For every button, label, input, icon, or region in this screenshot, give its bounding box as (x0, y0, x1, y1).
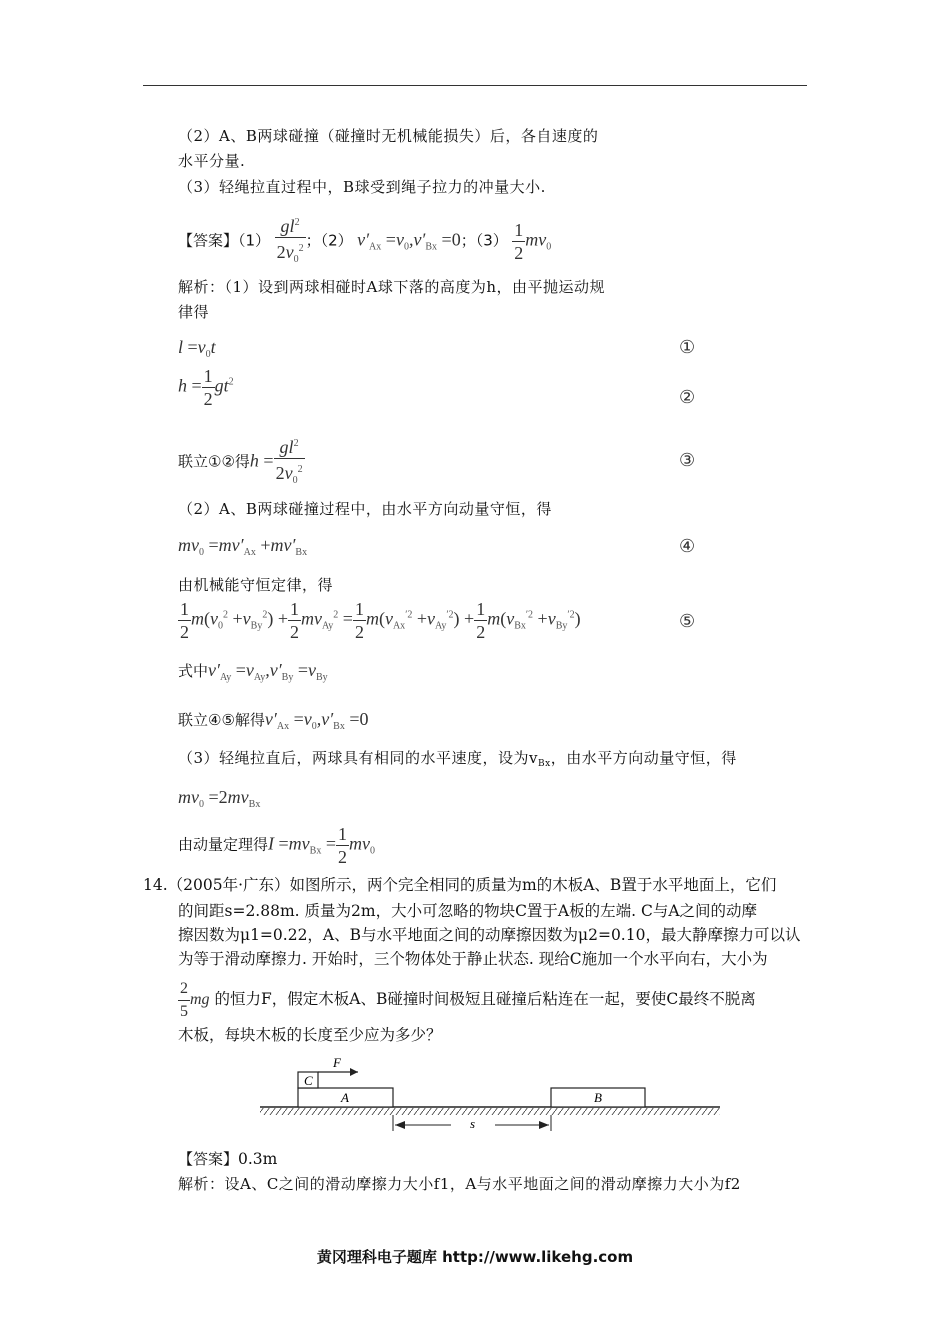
ground-hatch (260, 1108, 720, 1115)
label-c: C (304, 1073, 313, 1088)
eq-1: $l =v_0t$ (178, 337, 216, 360)
q14-answer: 【答案】0.3m (178, 1150, 278, 1168)
eq-where: 式中$v'_{Ay} =v_{Ay},v'_{By} =v_{By}$ (178, 660, 328, 683)
answer-1-formula: $\frac{gl^2}{2v_0^2}$ (275, 212, 306, 271)
marker-5: ⑤ (679, 611, 696, 632)
footer: 黄冈理科电子题库 http://www.likehg.com (316, 1248, 634, 1266)
solution-energy: 由机械能守恒定律，得 (178, 576, 334, 594)
q14-line5: $\frac{2}{5}$ mg 的恒力F，假定木板A、B碰撞时间极短且碰撞后粘连在一起，要使C最终不脱离 (180, 980, 756, 1020)
label-b: B (594, 1090, 602, 1105)
eq-5: $\frac{1}{2}$ $m(v_0^2 +v_{By}^2)$ + $\frac{1}{2}$ $mv_{Ay}^2$ = $\frac{1}{2}$ $m(v_{Ax}^{'2} +v_{Ay}^{'2})$ + $\frac{1}{2}$ $m(v_{Bx}^{'2} +v_{By}^{'2})$ (180, 599, 581, 642)
q14-line6: 木板，每块木板的长度至少应为多少？ (178, 1026, 442, 1044)
answer-3-formula: $\frac{1}{2}$ (514, 220, 524, 263)
marker-1: ① (679, 337, 696, 358)
eq-4: $mv_0 =mv'_{Ax} +mv'_{Bx}$ (178, 535, 308, 558)
solution-part2: （2）A、B两球碰撞过程中，由水平方向动量守恒，得 (178, 500, 552, 518)
marker-2: ② (679, 387, 696, 408)
eq-impulse: 由动量定理得$I =mv_{Bx}$ = $\frac{1}{2}$ $mv_0$ (178, 824, 375, 867)
q14-line1: 14.（2005年·广东）如图所示，两个完全相同的质量为m的木板A、B置于水平地面上，它们 (143, 876, 777, 894)
eq-momentum: $mv_0 =2mv_{Bx}$ (178, 787, 261, 810)
eq-combine45: 联立④⑤解得$v'_{Ax} =v_0,v'_{Bx} =0$ (178, 709, 369, 732)
q14-line3: 擦因数为μ1=0.22，A、B与水平地面之间的动摩擦因数为μ2=0.10，最大静摩擦力可以认 (178, 926, 801, 944)
q14-figure (255, 1055, 725, 1135)
solution-intro-line2: 律得 (178, 303, 210, 321)
marker-4: ④ (679, 536, 696, 557)
answer-line: 【答案】（1） $\frac{gl^2}{2v_0^2}$ ；（2） $v'_{Ax} =v_0,v'_{Bx} =0$；（3） $\frac{1}{2}$ $mv_0$ (178, 212, 551, 271)
q14-solution: 解析：设A、C之间的滑动摩擦力大小f1，A与水平地面之间的滑动摩擦力大小为f2 (178, 1175, 741, 1193)
label-f: F (333, 1055, 341, 1070)
eq-2: h = $\frac{1}{2}$ $gt^2$ (178, 366, 234, 409)
q-part2-line1: （2）A、B两球碰撞（碰撞时无机械能损失）后，各自速度的 (178, 127, 599, 145)
label-a: A (341, 1090, 349, 1105)
answer-label: 【答案】 (178, 231, 239, 250)
solution-part3: （3）轻绳拉直后，两球具有相同的水平速度，设为$v_{Bx}$，由水平方向动量守恒，得 (178, 749, 737, 769)
eq-3: 联立①②得h = $\frac{gl^2}{2v_0^2}$ (178, 433, 305, 492)
q-part2-line2: 水平分量. (178, 152, 246, 170)
marker-3: ③ (679, 450, 696, 471)
q14-line2: 的间距s=2.88m. 质量为2m，大小可忽略的物块C置于A板的左端. C与A之间的动摩 (178, 902, 758, 920)
header-rule (143, 85, 807, 86)
q-part3: （3）轻绳拉直过程中，B球受到绳子拉力的冲量大小. (178, 178, 546, 196)
label-s: s (470, 1116, 476, 1131)
solution-intro-line1: 解析：（1）设到两球相碰时A球下落的高度为h，由平抛运动规 (178, 278, 606, 296)
q14-line4: 为等于滑动摩擦力. 开始时，三个物体处于静止状态. 现给C施加一个水平向右，大小为 (178, 950, 768, 968)
